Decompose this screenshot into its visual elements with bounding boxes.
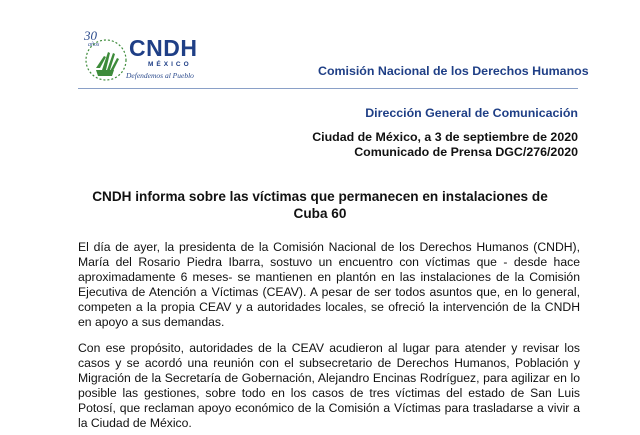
brand-name: CNDH <box>129 35 198 61</box>
organization-name: Comisión Nacional de los Derechos Humanos <box>318 64 589 78</box>
brand-tagline: Defendemos al Pueblo <box>126 71 194 80</box>
bulletin-meta <box>312 130 578 160</box>
department-name: Dirección General de Comunicación <box>365 106 578 120</box>
place-date: Ciudad de México, a 3 de septiembre de 2020 <box>312 130 578 144</box>
bulletin-number: Comunicado de Prensa DGC/276/2020 <box>354 145 578 159</box>
cndh-logo <box>78 30 218 86</box>
hand-emblem-icon <box>84 38 128 82</box>
brand-country: MÉXICO <box>148 61 192 68</box>
header-divider <box>78 88 578 89</box>
anniversary-label: años <box>88 42 100 48</box>
paragraph-2: Con ese propósito, autoridades de la CEAV acudieron al lugar para atender y revisar los casos y se acordó una reunión con el subsecretario de Derechos Humanos, Población y Migración de la Secretaría de Gobernación, Alejandro Encinas Rodríguez, para agilizar en lo posible las gestiones, sobre todo en los casos de tres víctimas del estado de San Luis Potosí, que reclaman apoyo económico de la Comisión a Víctimas para trasladarse a vivir a la Ciudad de México. <box>78 341 580 430</box>
anniversary-number: 30 <box>84 28 97 43</box>
page-title: CNDH informa sobre las víctimas que permanecen en instalaciones de Cuba 60 <box>92 189 548 221</box>
paragraph-1: El día de ayer, la presidenta de la Comisión Nacional de los Derechos Humanos (CNDH), María del Rosario Piedra Ibarra, sostuvo un encuentro con víctimas que - desde hace aproximadamente 6 meses- se mantienen en plantón en las instalaciones de la Comisión Ejecutiva de Atención a Víctimas (CEAV). A pesar de ser todos asuntos que, en lo general, competen a la propia CEAV y a autoridades locales, se ofreció la intervención de la CNDH en apoyo a sus demandas. <box>78 240 580 329</box>
